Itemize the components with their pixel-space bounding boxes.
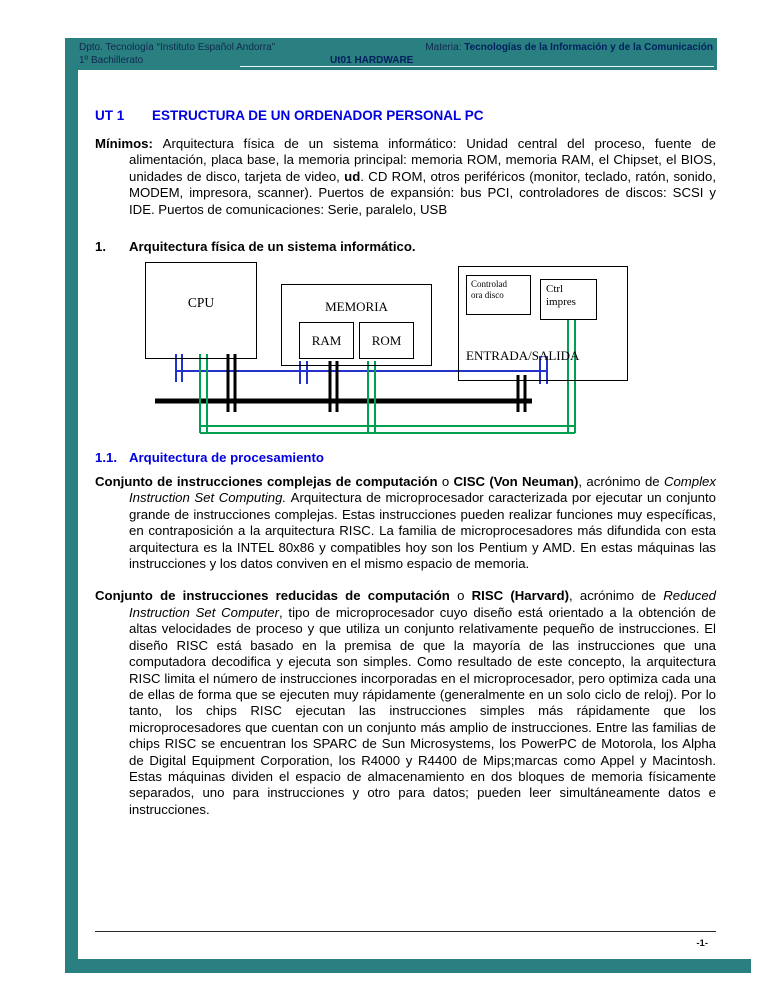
- cisc-text-o: o: [441, 474, 454, 490]
- section-1-number: 1.: [95, 239, 106, 255]
- cisc-body-text: Arquitectura de microprocesador caracterizada por ejecutar un conjunto grande de instrucciones complejas. Estas instrucciones pueden realizar funciones muy específicas, en contraposición a la arquitectura RISC. La familia de microprocesadores más difundida con esta arquitectura es la INTEL 80x86 y compatibles hoy son los Pentium y AMD. En estas máquinas las instrucciones y los datos conviven en el mismo espacio de memoria.: [129, 490, 717, 572]
- printer-controller-label-line2: impres: [546, 296, 576, 309]
- rom-label: ROM: [371, 332, 402, 348]
- cpu-box: [145, 262, 257, 359]
- title-number: UT 1: [95, 108, 125, 123]
- memoria-label: MEMORIA: [325, 299, 388, 315]
- page-title: [95, 108, 716, 123]
- rom-box: [359, 322, 414, 359]
- entrada-salida-label: ENTRADA/SALIDA: [466, 348, 580, 364]
- minimos-text-1: Arquitectura física de un sistema informático: Unidad central del proceso, fuente de alimentación, placa base, la memoria principal: memoria ROM, memoria RAM, el Chipset, el BIOS, unidades de disco, tarjeta de video,: [129, 136, 717, 184]
- minimos-text-2: . CD ROM, otros periféricos (monitor, teclado, ratón, sonido, MODEM, impresora, scanner). Puertos de expansión: bus PCI, controladores de discos: SCSI y IDE. Puertos de comunicaciones: Serie, paralelo, USB: [129, 168, 716, 217]
- risc-text-o: o: [457, 588, 472, 604]
- header-underline: [240, 66, 714, 67]
- cisc-text-acronimo: , acrónimo de: [578, 474, 664, 490]
- risc-bold-name: RISC (Harvard): [471, 588, 569, 604]
- risc-paragraph: [95, 588, 716, 818]
- minimos-paragraph: [95, 136, 716, 218]
- ram-box: [299, 322, 354, 359]
- disk-controller-label-line2: ora disco: [471, 290, 504, 301]
- minimos-label: Mínimos:: [95, 136, 163, 151]
- header-unit-title: Ut01 HARDWARE: [330, 55, 414, 66]
- header-materia-label: Materia:: [425, 42, 465, 53]
- hardware-architecture-diagram: [95, 260, 716, 442]
- page-body: [95, 70, 716, 818]
- cpu-label: CPU: [187, 294, 215, 310]
- risc-text-acronimo: , acrónimo de: [568, 588, 664, 604]
- section-1-1-heading: [95, 450, 716, 465]
- risc-body-text: , tipo de microprocesador cuyo diseño está orientado a la obtención de altas velocidades de proceso y que utiliza un conjunto relativamente pequeño de instrucciones. El diseño RISC está basado en la premisa de que la mayoría de las instrucciones que una computadora decodifica y ejecuta son simples. Como resultado de este concepto, la arquitectura RISC limita el número de instrucciones incorporadas en el microprocesador, pero optimiza cada una de ellas de forma que se ejecuten muy rápidamente (generalmente en un solo ciclo de reloj). Por lo tanto, los chips RISC ejecutan las instrucciones simples más rápidamente que los microprocesadores que cuentan con un conjunto más amplio de instrucciones. Entre las familias de chips RISC se encuentran los SPARC de Sun Microsystems, los PowerPC de Motorola, los Alpha de Digital Equipment Corporation, los R4000 y R4400 de Mips;marcas como Appel y Macintosh. Estas máquinas dividen el espacio de almacenamiento en dos bloques de memoria físicamente separados, uno para instrucciones y otro para datos; pueden leer simultáneamente datos e instrucciones.: [129, 604, 716, 817]
- section-1-1-number: 1.1.: [95, 450, 117, 466]
- disk-controller-label-line1: Controlad: [471, 279, 507, 290]
- risc-bold-lead: Conjunto de instrucciones reducidas de computación: [95, 588, 458, 604]
- bottom-accent-bar: [65, 959, 751, 973]
- section-1-heading: [95, 239, 716, 254]
- cisc-paragraph: [95, 474, 716, 572]
- section-1-1-title: Arquitectura de procesamiento: [129, 450, 324, 466]
- header-course: 1º Bachillerato: [79, 55, 144, 66]
- document-header: [65, 38, 717, 70]
- header-materia: [425, 42, 713, 53]
- printer-controller-label-line1: Ctrl: [546, 283, 564, 296]
- risc-italic-term: Reduced Instruction Set Computer: [129, 588, 717, 620]
- cisc-italic-term: Complex Instruction Set Computing.: [129, 474, 716, 506]
- header-department: Dpto. Tecnología “Instituto Español Andorra”: [79, 42, 276, 53]
- printer-controller-box: [540, 279, 597, 320]
- page-number: -1-: [696, 938, 708, 949]
- cisc-bold-lead: Conjunto de instrucciones complejas de computación: [95, 474, 442, 490]
- left-accent-bar: [65, 38, 78, 973]
- footer-separator: [95, 931, 716, 932]
- title-text: ESTRUCTURA DE UN ORDENADOR PERSONAL PC: [152, 108, 484, 123]
- cisc-bold-name: CISC (Von Neuman): [453, 474, 579, 490]
- header-materia-value: Tecnologías de la Información y de la Comunicación: [464, 42, 713, 53]
- section-1-title: Arquitectura física de un sistema informático.: [129, 239, 416, 255]
- ram-label: RAM: [311, 332, 342, 348]
- disk-controller-box: [466, 275, 531, 315]
- minimos-bold-ud: ud: [344, 168, 361, 184]
